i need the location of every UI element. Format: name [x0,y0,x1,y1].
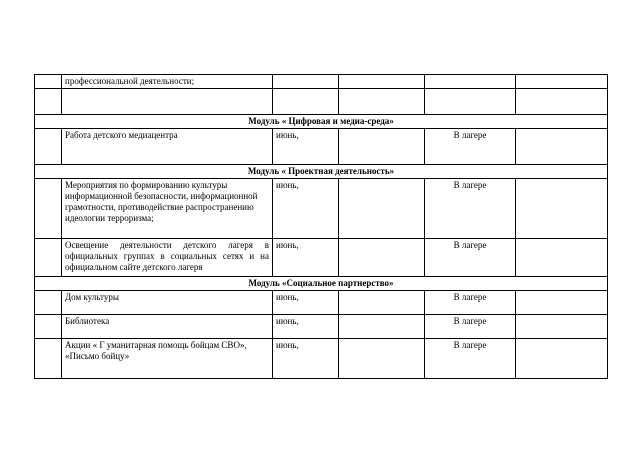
table-row [35,129,608,165]
date-cell: июнь, [273,339,339,379]
table-row [35,291,608,315]
place-cell: В лагере [425,339,516,379]
number-cell [35,291,62,315]
module-heading-row [35,115,608,129]
number-cell [35,75,62,89]
place-cell: В лагере [425,179,516,239]
module-title: Модуль « Проектная деятельность» [35,165,608,179]
place-cell [425,89,516,115]
table-row [35,239,608,277]
empty-cell [516,339,608,379]
activity-cell: Мероприятия по формированию культуры информационной безопасности, информационной грамотности, противодействие распространению идеологии терроризма; [62,179,273,239]
empty-cell [516,89,608,115]
place-cell: В лагере [425,315,516,339]
empty-cell [339,339,425,379]
activity-cell: Акции « Г уманитарная помощь бойцам СВО», «Письмо бойцу» [62,339,273,379]
empty-cell [516,239,608,277]
module-title: Модуль « Цифровая и медиа-среда» [35,115,608,129]
empty-cell [339,315,425,339]
number-cell [35,129,62,165]
empty-cell [339,239,425,277]
place-cell: В лагере [425,129,516,165]
table-row [35,315,608,339]
empty-cell [339,179,425,239]
number-cell [35,179,62,239]
table-row [35,339,608,379]
number-cell [35,89,62,115]
table-row [35,75,608,89]
module-title: Модуль «Социальное партнерство» [35,277,608,291]
activity-cell: Дом культуры [62,291,273,315]
empty-cell [516,179,608,239]
date-cell: июнь, [273,291,339,315]
activity-plan-table [34,74,608,379]
empty-cell [339,129,425,165]
table-row [35,179,608,239]
empty-cell [516,129,608,165]
module-heading-row [35,165,608,179]
empty-cell [516,315,608,339]
number-cell [35,315,62,339]
number-cell [35,339,62,379]
date-cell: июнь, [273,179,339,239]
empty-cell [339,89,425,115]
number-cell [35,239,62,277]
date-cell: июнь, [273,239,339,277]
module-heading-row [35,277,608,291]
date-cell [273,89,339,115]
date-cell: июнь, [273,129,339,165]
date-cell: июнь, [273,315,339,339]
activity-cell [62,89,273,115]
activity-cell: Освещение деятельности детского лагеря в официальных группах в социальных сетях и на официальном сайте детского лагеря [62,239,273,277]
place-cell: В лагере [425,239,516,277]
place-cell [425,75,516,89]
date-cell [273,75,339,89]
place-cell: В лагере [425,291,516,315]
activity-cell: Работа детского медиацентра [62,129,273,165]
activity-cell: Библиотека [62,315,273,339]
empty-cell [339,291,425,315]
activity-cell: профессиональной деятельности; [62,75,273,89]
empty-cell [516,291,608,315]
empty-cell [339,75,425,89]
table-row [35,89,608,115]
empty-cell [516,75,608,89]
